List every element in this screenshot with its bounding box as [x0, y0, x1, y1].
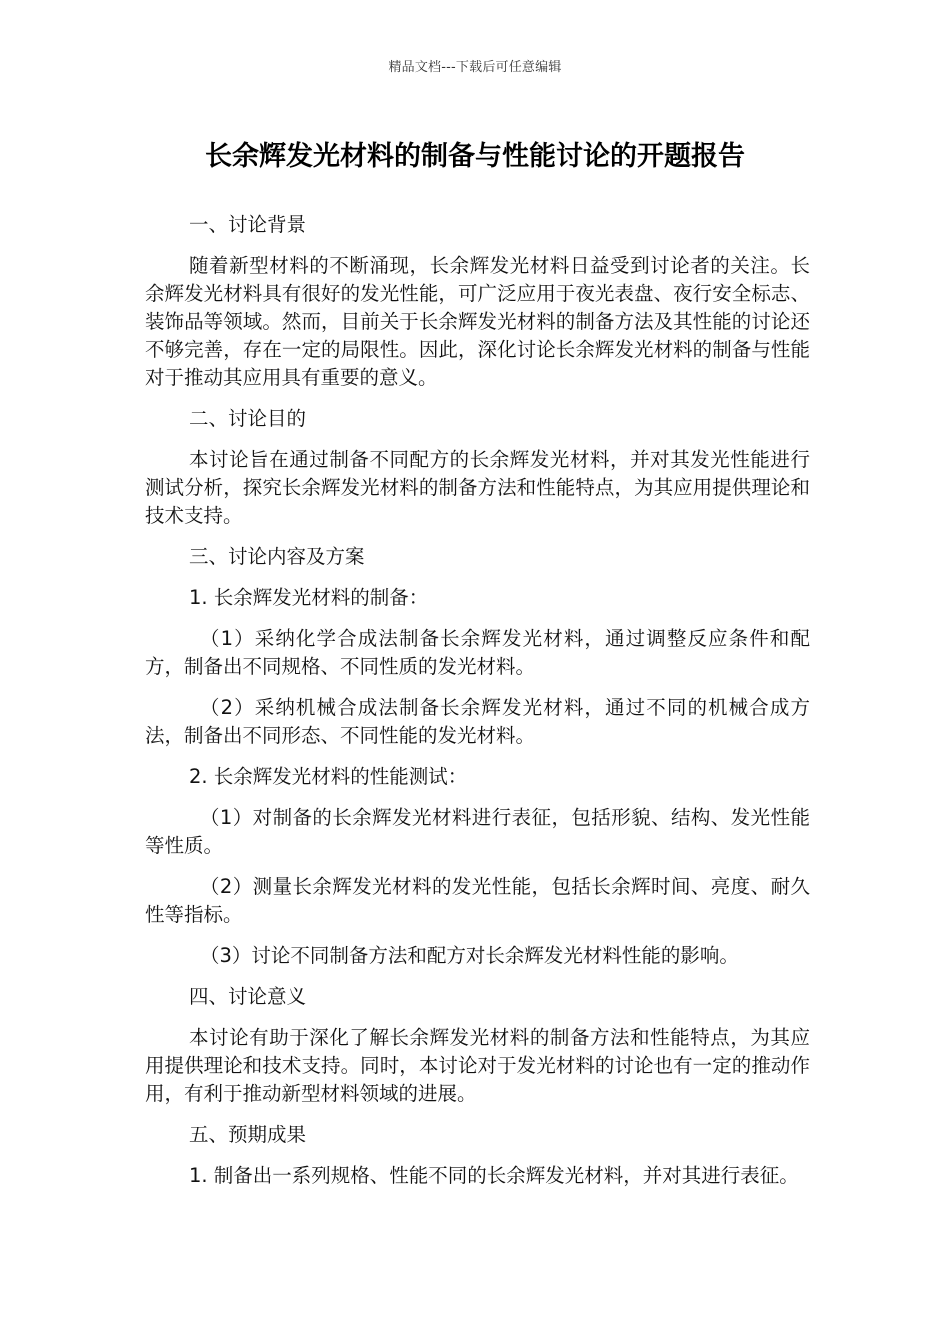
paragraph-outcome-1: 1. 制备出一系列规格、性能不同的长余辉发光材料，并对其进行表征。	[189, 1164, 799, 1187]
list-item-testing-2: （2）测量长余辉发光材料的发光性能，包括长余辉时间、亮度、耐久性等指标。	[145, 875, 810, 926]
list-item-preparation-1: （1）采纳化学合成法制备长余辉发光材料，通过调整反应条件和配方，制备出不同规格、不同性质的发光材料。	[145, 627, 810, 678]
paragraph-purpose: 本讨论旨在通过制备不同配方的长余辉发光材料，并对其发光性能进行测试分析，探究长余辉发光材料的制备方法和性能特点，为其应用提供理论和技术支持。	[145, 448, 810, 527]
section-heading-purpose: 二、讨论目的	[189, 407, 307, 430]
document-body	[145, 211, 810, 1203]
subheading-testing: 2. 长余辉发光材料的性能测试：	[189, 765, 468, 788]
section-heading-significance: 四、讨论意义	[189, 985, 307, 1008]
header-note: 精品文档---下载后可任意编辑	[388, 60, 562, 75]
section-heading-background: 一、讨论背景	[189, 213, 307, 236]
subheading-preparation: 1. 长余辉发光材料的制备：	[189, 586, 429, 609]
list-item-testing-1: （1）对制备的长余辉发光材料进行表征，包括形貌、结构、发光性能等性质。	[145, 806, 810, 857]
section-heading-outcomes: 五、预期成果	[189, 1123, 307, 1146]
paragraph-significance: 本讨论有助于深化了解长余辉发光材料的制备方法和性能特点，为其应用提供理论和技术支持。同时，本讨论对于发光材料的讨论也有一定的推动作用，有利于推动新型材料领域的进展。	[145, 1026, 810, 1105]
paragraph-background: 随着新型材料的不断涌现，长余辉发光材料日益受到讨论者的关注。长余辉发光材料具有很好的发光性能，可广泛应用于夜光表盘、夜行安全标志、装饰品等领域。然而，目前关于长余辉发光材料的制备方法及其性能的讨论还不够完善，存在一定的局限性。因此，深化讨论长余辉发光材料的制备与性能对于推动其应用具有重要的意义。	[145, 254, 810, 389]
document-title: 长余辉发光材料的制备与性能讨论的开题报告	[205, 141, 745, 172]
section-heading-content: 三、讨论内容及方案	[189, 545, 365, 568]
list-item-testing-3: （3）讨论不同制备方法和配方对长余辉发光材料性能的影响。	[200, 944, 739, 967]
list-item-preparation-2: （2）采纳机械合成法制备长余辉发光材料，通过不同的机械合成方法，制备出不同形态、不同性能的发光材料。	[145, 696, 810, 747]
